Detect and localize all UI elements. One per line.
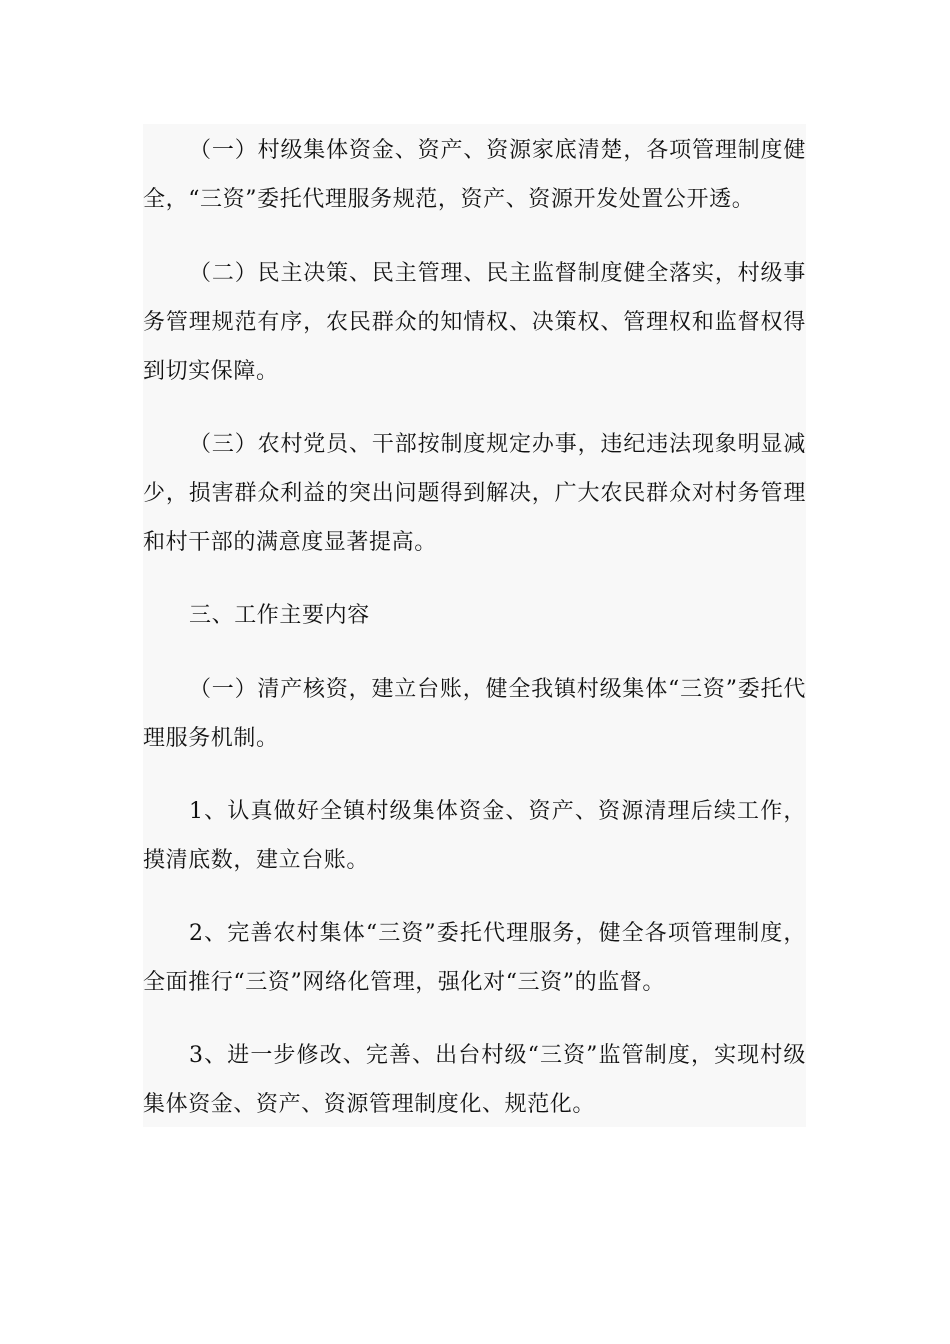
paragraph-content-1: （一）清产核资，建立台账，健全我镇村级集体“三资”委托代理服务机制。 [143, 677, 806, 751]
paragraph-goal-3: （三）农村党员、干部按制度规定办事，违纪违法现象明显减少，损害群众利益的突出问题得到解决，广大农民群众对村务管理和村干部的满意度显著提高。 [143, 432, 806, 555]
paragraph-goal-2: （二）民主决策、民主管理、民主监督制度健全落实，村级事务管理规范有序，农民群众的知情权、决策权、管理权和监督权得到切实保障。 [143, 261, 806, 384]
section-heading: 三、工作主要内容 [189, 603, 370, 628]
paragraph-goal-1: （一）村级集体资金、资产、资源家底清楚，各项管理制度健全，“三资”委托代理服务规范，资产、资源开发处置公开透。 [143, 138, 806, 212]
list-item-1: 1、认真做好全镇村级集体资金、资产、资源清理后续工作，摸清底数，建立台账。 [143, 799, 806, 873]
list-item-2: 2、完善农村集体“三资”委托代理服务，健全各项管理制度，全面推行“三资”网络化管理，强化对“三资”的监督。 [143, 921, 806, 995]
list-item-3: 3、进一步修改、完善、出台村级“三资”监管制度，实现村级集体资金、资产、资源管理制度化、规范化。 [143, 1043, 806, 1117]
